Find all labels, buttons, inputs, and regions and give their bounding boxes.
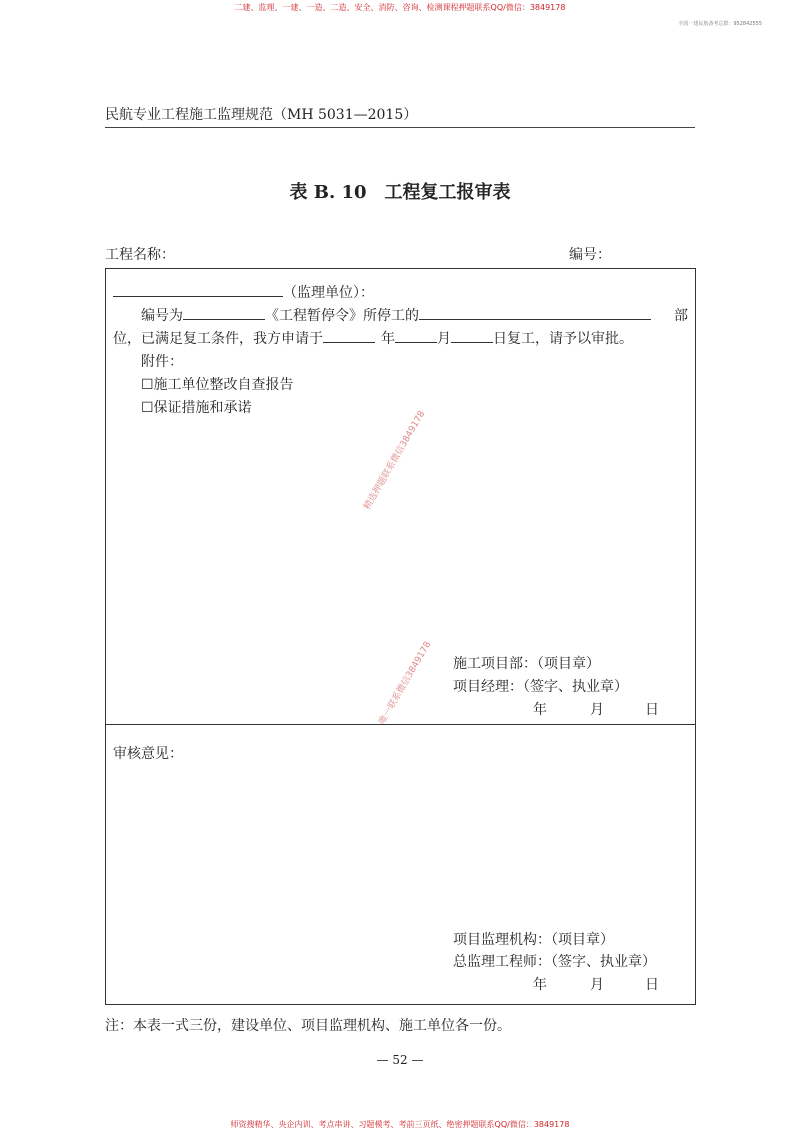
request-line-1	[141, 305, 651, 325]
number-prefix: 编号为	[141, 308, 183, 324]
chief-engineer-label: 总监理工程师：（签字、执业章）	[453, 954, 656, 970]
supervisor-unit-line	[113, 282, 374, 302]
top-right-note: 全国一建民航备考总群：952842555	[678, 21, 762, 27]
number-label: 编号：	[569, 247, 611, 263]
watermark-1: 精选押题联系微信3849178	[362, 409, 428, 512]
top-banner: 二建、监理、一建、一造、二造、安全、消防、咨询、检测课程押题联系QQ/微信：3849178	[234, 3, 566, 12]
attachment-self-check-report[interactable]: ☐施工单位整改自查报告	[141, 377, 294, 393]
project-name-label: 工程名称：	[105, 247, 175, 263]
stop-order-text: 《工程暂停令》所停工的	[265, 308, 419, 324]
form-note: 注：本表一式三份，建设单位、项目监理机构、施工单位各一份。	[105, 1018, 511, 1034]
sign-month-1: 月	[590, 702, 604, 718]
attachment-measures-commitment[interactable]: ☐保证措施和承诺	[141, 400, 252, 416]
resume-day-blank[interactable]	[451, 328, 493, 343]
review-opinion-label: 审核意见：	[113, 746, 183, 762]
watermark-2: 唯一联系微信3849178	[377, 640, 434, 727]
resume-year-blank[interactable]	[323, 328, 375, 343]
project-manager-label: 项目经理：（签字、执业章）	[453, 679, 628, 695]
supervisor-unit-blank[interactable]	[113, 282, 283, 297]
page-header: 民航专业工程施工监理规范（MH 5031—2015）	[105, 107, 418, 123]
sign-year-1: 年	[533, 702, 547, 718]
form-title: 表 B. 10 工程复工报审表	[289, 182, 511, 203]
month-label: 月	[437, 331, 451, 347]
page-number: — 52 —	[376, 1053, 424, 1067]
order-number-blank[interactable]	[183, 305, 265, 320]
stopped-part-blank[interactable]	[419, 305, 651, 320]
supervision-org-label: 项目监理机构：（项目章）	[453, 932, 614, 948]
construction-dept-label: 施工项目部：（项目章）	[453, 656, 600, 672]
header-rule	[105, 127, 695, 128]
supervisor-unit-label: （监理单位）：	[283, 285, 374, 301]
sign-day-2: 日	[645, 977, 659, 993]
request-text: 位，已满足复工条件，我方申请于	[113, 331, 323, 347]
day-request-text: 日复工，请予以审批。	[493, 331, 633, 347]
year-label: 年	[381, 331, 395, 347]
request-line-2	[113, 328, 633, 348]
part-suffix: 部	[674, 308, 688, 324]
sign-year-2: 年	[533, 977, 547, 993]
attachments-label: 附件：	[141, 354, 183, 370]
resume-month-blank[interactable]	[395, 328, 437, 343]
sign-month-2: 月	[590, 977, 604, 993]
sign-day-1: 日	[645, 702, 659, 718]
bottom-banner: 师资搜精华、央企内训、考点串讲、习题模考、考前三页纸、绝密押题联系QQ/微信：3849178	[230, 1120, 570, 1129]
